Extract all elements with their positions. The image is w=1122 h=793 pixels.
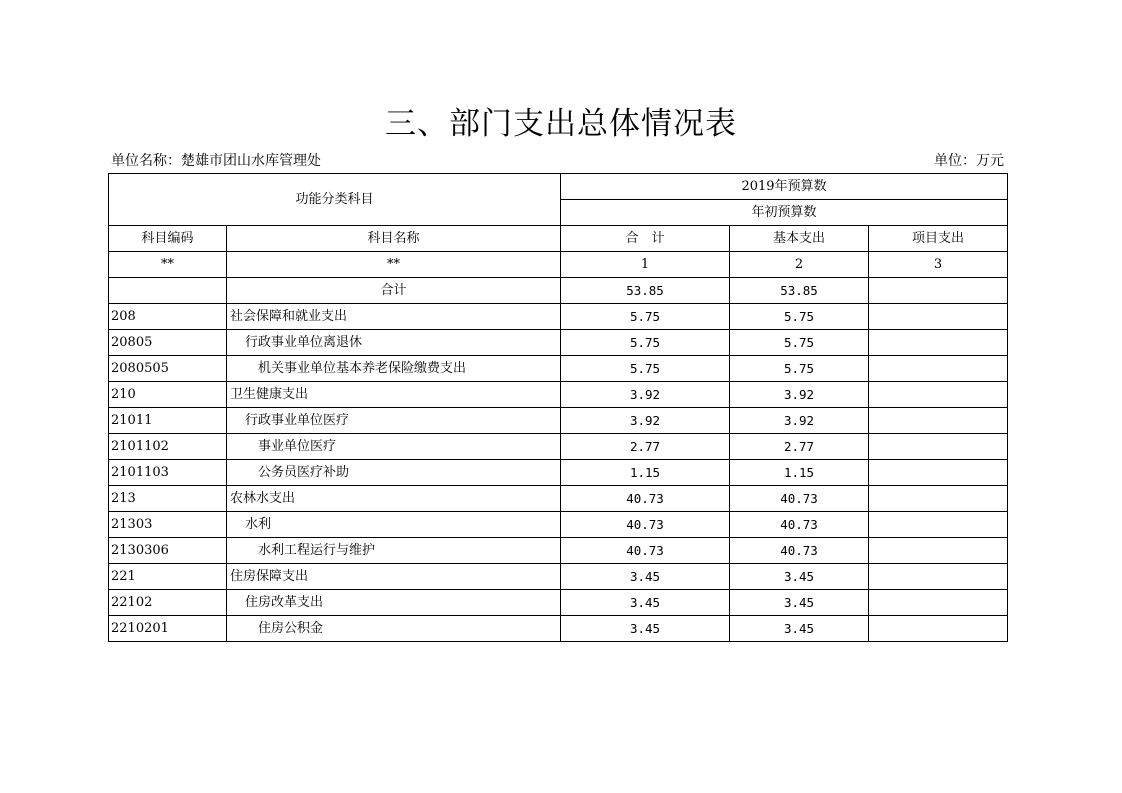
table-row (109, 434, 1008, 460)
table-row (109, 460, 1008, 486)
subject-name: 水利 (227, 512, 561, 538)
col-basic-header: 基本支出 (730, 226, 869, 252)
unit-name: 单位名称：楚雄市团山水库管理处 (111, 153, 321, 169)
project-expenditure (869, 564, 1008, 590)
subject-code: 20805 (109, 330, 227, 356)
subject-name: 农林水支出 (227, 486, 561, 512)
subject-name: 住房公积金 (227, 616, 561, 642)
total-amount: 40.73 (561, 538, 730, 564)
table-row (109, 616, 1008, 642)
subject-code: 2080505 (109, 356, 227, 382)
subject-name: 事业单位医疗 (227, 434, 561, 460)
total-amount: 5.75 (561, 330, 730, 356)
project-expenditure (869, 512, 1008, 538)
col-code-header: 科目编码 (109, 226, 227, 252)
subject-code: 2130306 (109, 538, 227, 564)
total-amount: 53.85 (561, 278, 730, 304)
project-expenditure (869, 434, 1008, 460)
total-row (109, 278, 1008, 304)
total-amount: 40.73 (561, 486, 730, 512)
expenditure-table (108, 173, 1008, 642)
basic-expenditure: 1.15 (730, 460, 869, 486)
total-amount: 3.92 (561, 382, 730, 408)
category-header: 功能分类科目 (109, 174, 561, 226)
total-amount: 5.75 (561, 356, 730, 382)
basic-expenditure: 3.45 (730, 564, 869, 590)
subject-code: 21011 (109, 408, 227, 434)
subject-code: 213 (109, 486, 227, 512)
project-expenditure (869, 486, 1008, 512)
basic-expenditure: 5.75 (730, 304, 869, 330)
basic-expenditure: 3.45 (730, 616, 869, 642)
subject-code: 2101102 (109, 434, 227, 460)
project-expenditure (869, 460, 1008, 486)
subject-code: 221 (109, 564, 227, 590)
total-amount: 3.92 (561, 408, 730, 434)
mark-name: ** (227, 252, 561, 278)
basic-expenditure: 5.75 (730, 356, 869, 382)
subject-code: 210 (109, 382, 227, 408)
mark-total: 1 (561, 252, 730, 278)
subject-name: 住房改革支出 (227, 590, 561, 616)
subject-name: 行政事业单位离退休 (227, 330, 561, 356)
table-row (109, 356, 1008, 382)
table-row (109, 564, 1008, 590)
project-expenditure (869, 408, 1008, 434)
mark-code: ** (109, 252, 227, 278)
project-expenditure (869, 538, 1008, 564)
basic-expenditure: 2.77 (730, 434, 869, 460)
mark-project: 3 (869, 252, 1008, 278)
table-row (109, 330, 1008, 356)
project-expenditure (869, 616, 1008, 642)
unit-label: 单位：万元 (934, 153, 1004, 169)
col-total-header: 合 计 (561, 226, 730, 252)
total-amount: 2.77 (561, 434, 730, 460)
subject-name: 水利工程运行与维护 (227, 538, 561, 564)
total-basic: 53.85 (730, 278, 869, 304)
column-index-row (109, 252, 1008, 278)
basic-expenditure: 3.92 (730, 382, 869, 408)
subject-code: 208 (109, 304, 227, 330)
header-row-1 (109, 174, 1008, 200)
col-name-header: 科目名称 (227, 226, 561, 252)
subject-name: 卫生健康支出 (227, 382, 561, 408)
basic-expenditure: 3.45 (730, 590, 869, 616)
subject-code: 2210201 (109, 616, 227, 642)
table-row (109, 512, 1008, 538)
subject-code: 21303 (109, 512, 227, 538)
subject-name: 行政事业单位医疗 (227, 408, 561, 434)
page-title: 三、部门支出总体情况表 (385, 106, 737, 142)
project-expenditure (869, 356, 1008, 382)
initial-budget-header: 年初预算数 (561, 200, 1008, 226)
table-row (109, 408, 1008, 434)
subject-name: 机关事业单位基本养老保险缴费支出 (227, 356, 561, 382)
basic-expenditure: 40.73 (730, 512, 869, 538)
mark-basic: 2 (730, 252, 869, 278)
basic-expenditure: 40.73 (730, 538, 869, 564)
total-code-cell (109, 278, 227, 304)
project-expenditure (869, 304, 1008, 330)
subject-name: 社会保障和就业支出 (227, 304, 561, 330)
project-expenditure (869, 382, 1008, 408)
budget-year-header: 2019年预算数 (561, 174, 1008, 200)
table-row (109, 538, 1008, 564)
total-project (869, 278, 1008, 304)
total-amount: 3.45 (561, 590, 730, 616)
total-amount: 1.15 (561, 460, 730, 486)
total-amount: 5.75 (561, 304, 730, 330)
table-row (109, 590, 1008, 616)
subject-code: 2101103 (109, 460, 227, 486)
total-amount: 3.45 (561, 564, 730, 590)
col-project-header: 项目支出 (869, 226, 1008, 252)
total-amount: 3.45 (561, 616, 730, 642)
basic-expenditure: 40.73 (730, 486, 869, 512)
basic-expenditure: 5.75 (730, 330, 869, 356)
total-label: 合计 (227, 278, 561, 304)
subject-name: 住房保障支出 (227, 564, 561, 590)
subject-name: 公务员医疗补助 (227, 460, 561, 486)
project-expenditure (869, 590, 1008, 616)
table-row (109, 382, 1008, 408)
total-amount: 40.73 (561, 512, 730, 538)
basic-expenditure: 3.92 (730, 408, 869, 434)
project-expenditure (869, 330, 1008, 356)
table-row (109, 486, 1008, 512)
table-row (109, 304, 1008, 330)
subject-code: 22102 (109, 590, 227, 616)
column-header-row (109, 226, 1008, 252)
